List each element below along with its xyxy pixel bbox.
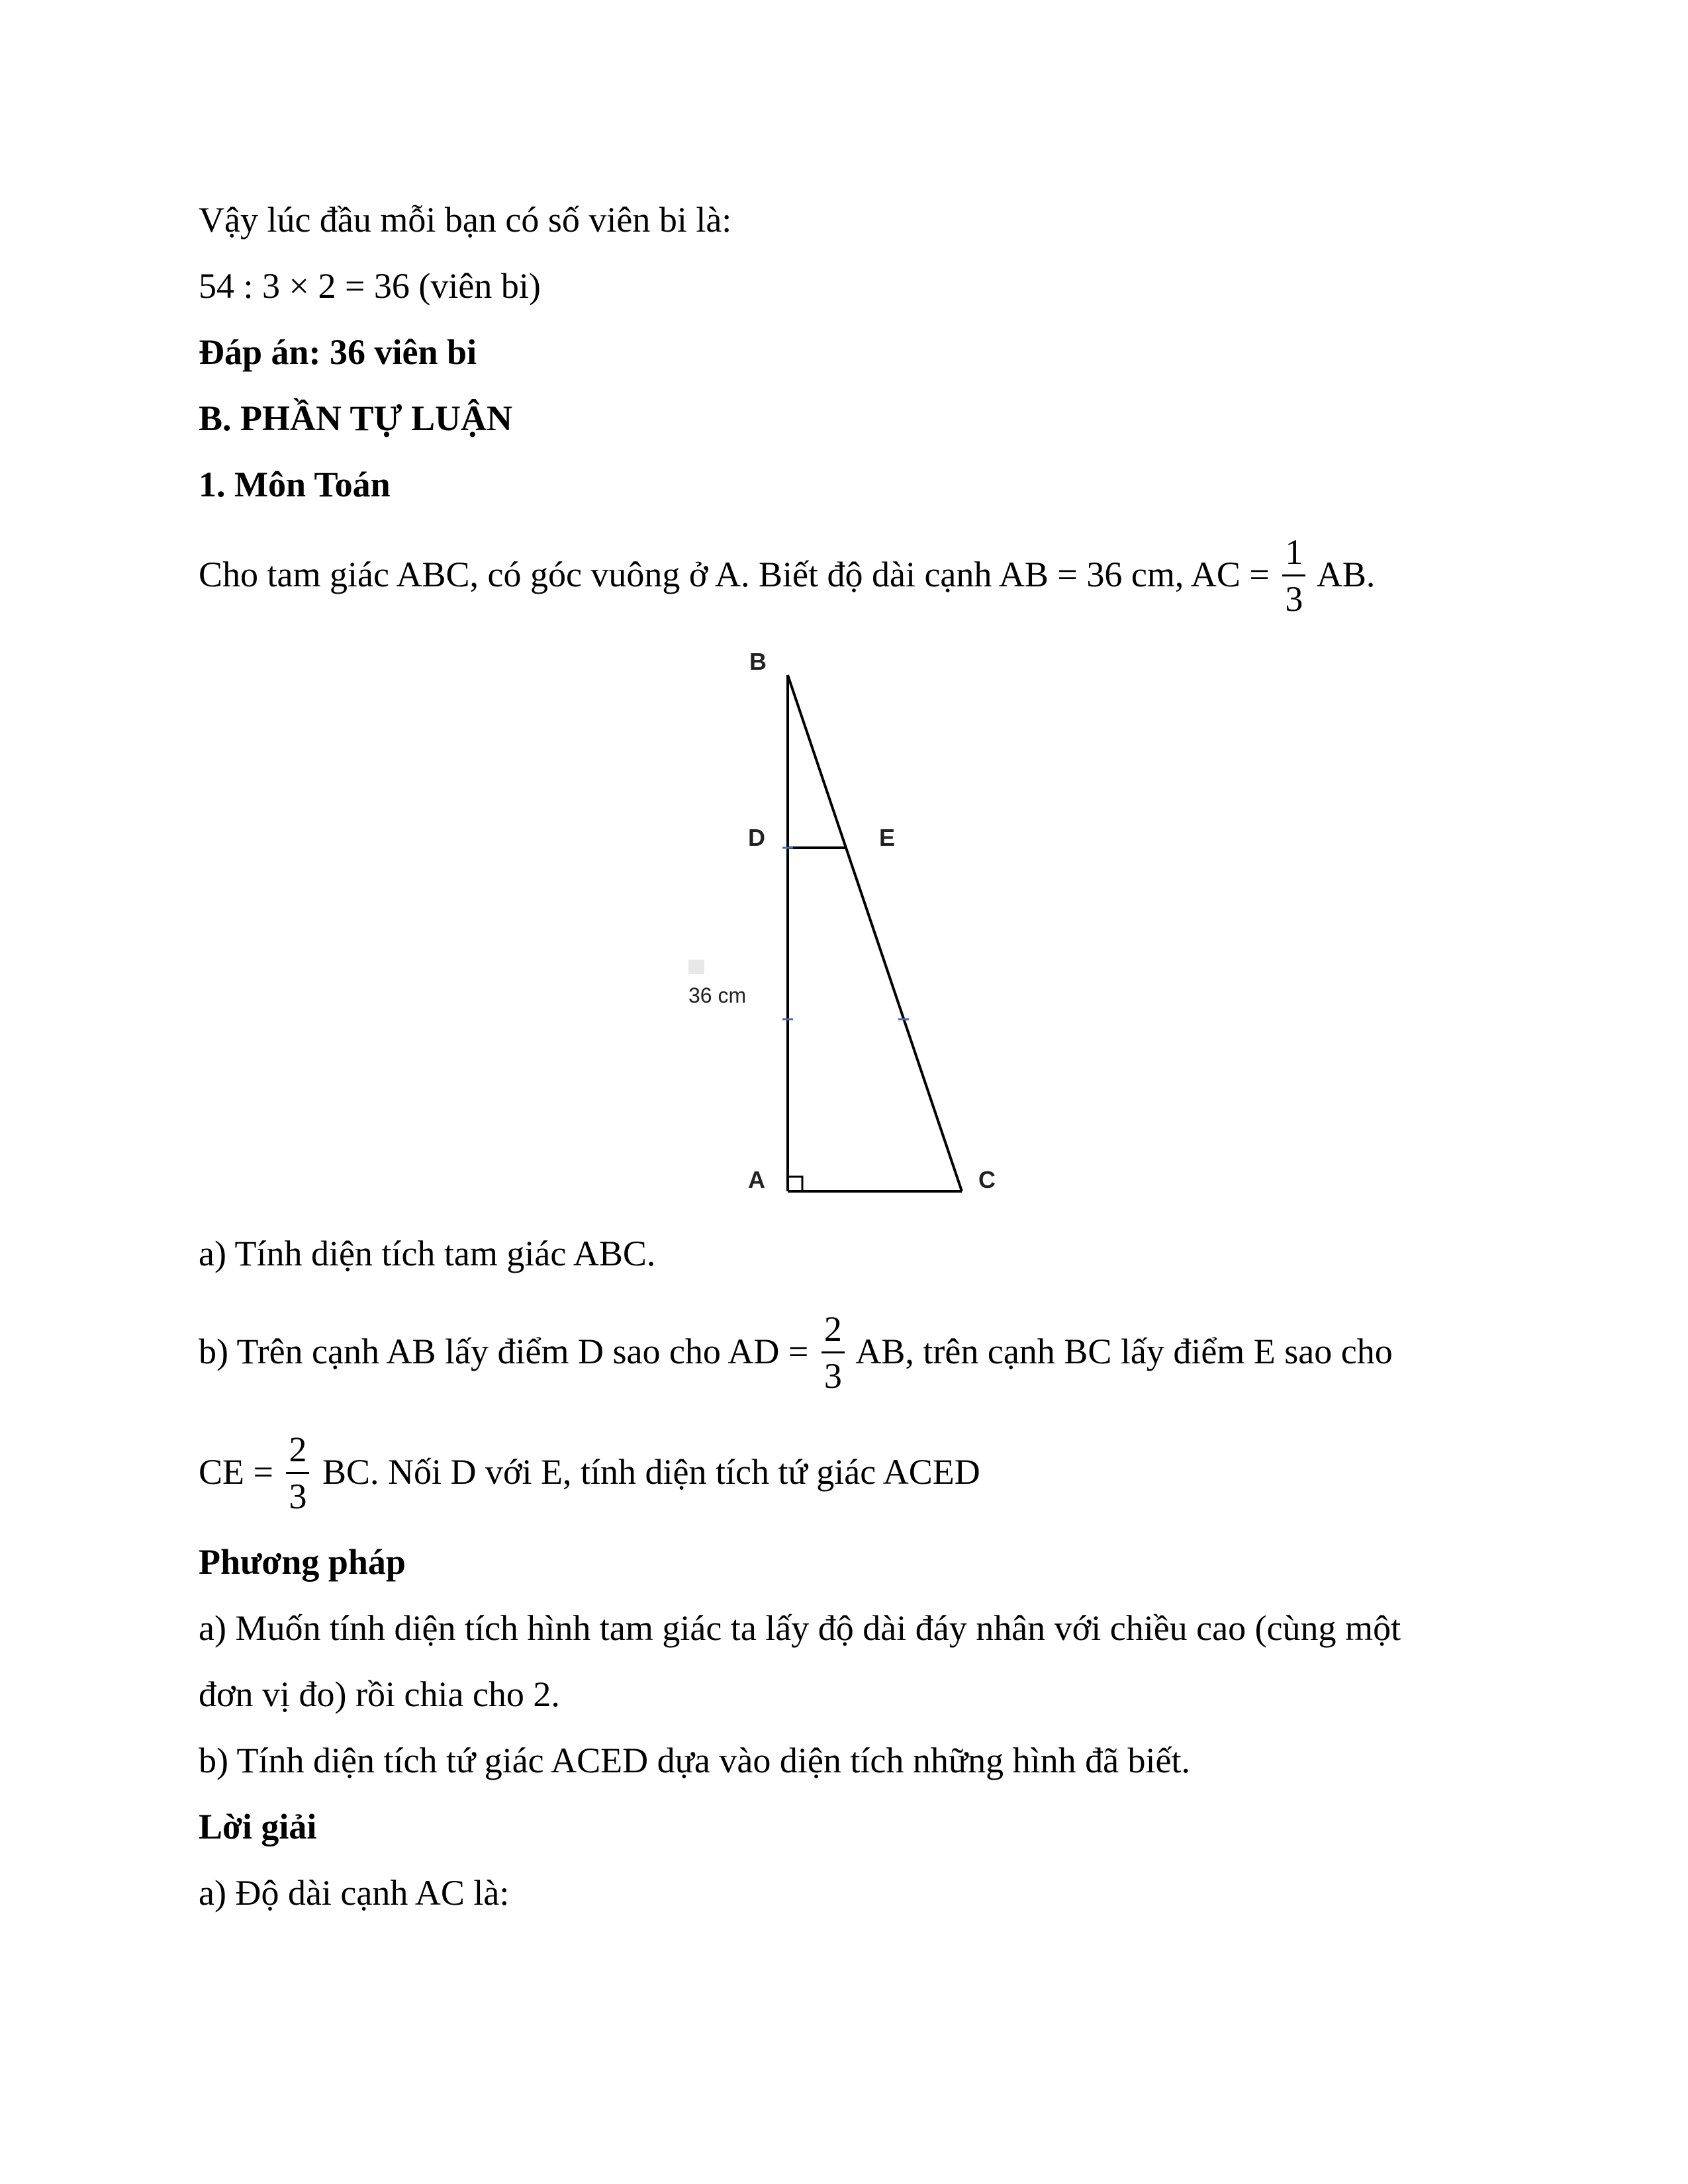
method-a-line-1: a) Muốn tính diện tích hình tam giác ta lấy độ dài đáy nhân với chiều cao (cùng một xyxy=(199,1608,1401,1648)
intro-line-2: 54 : 3 × 2 = 36 (viên bi) xyxy=(199,266,541,306)
part-b-prefix: b) Trên cạnh AB lấy điểm D sao cho AD = xyxy=(199,1331,809,1371)
problem-statement-suffix: AB. xyxy=(1316,554,1376,594)
fraction-denominator: 3 xyxy=(289,1477,307,1516)
right-angle-marker xyxy=(788,1177,802,1191)
label-c: C xyxy=(978,1166,996,1193)
part-b2-prefix: CE = xyxy=(199,1451,273,1492)
fraction-two-thirds xyxy=(286,1430,309,1516)
fraction-one-third xyxy=(1282,532,1305,619)
problem-statement-prefix: Cho tam giác ABC, có góc vuông ở A. Biết độ dài cạnh AB = 36 cm, AC = xyxy=(199,554,1270,594)
section-title: B. PHẦN TỰ LUẬN xyxy=(199,398,513,438)
method-a-line-2: đơn vị đo) rồi chia cho 2. xyxy=(199,1674,560,1714)
fraction-two-thirds xyxy=(821,1309,845,1396)
method-title: Phương pháp xyxy=(199,1542,406,1582)
part-b2-suffix: BC. Nối D với E, tính diện tích tứ giác ACED xyxy=(322,1451,980,1492)
part-b xyxy=(199,1309,1393,1398)
triangle-figure xyxy=(662,635,1072,1218)
problem-statement xyxy=(199,532,1376,621)
fraction-denominator: 3 xyxy=(823,1356,842,1396)
part-b-suffix: AB, trên cạnh BC lấy điểm E sao cho xyxy=(855,1331,1393,1371)
intro-line-1: Vậy lúc đầu mỗi bạn có số viên bi là: xyxy=(199,200,732,240)
fraction-numerator: 1 xyxy=(1282,532,1305,576)
label-d: D xyxy=(748,824,765,851)
part-b-continued xyxy=(199,1432,980,1519)
measure-label: 36 cm xyxy=(688,983,747,1007)
solution-title: Lời giải xyxy=(199,1807,317,1846)
fraction-numerator: 2 xyxy=(286,1430,309,1474)
scan-smudge xyxy=(688,960,704,974)
label-e: E xyxy=(879,824,896,851)
fraction-numerator: 2 xyxy=(821,1309,845,1353)
solution-a-intro: a) Độ dài cạnh AC là: xyxy=(199,1873,510,1913)
method-b: b) Tính diện tích tứ giác ACED dựa vào diện tích những hình đã biết. xyxy=(199,1741,1191,1780)
side-bc xyxy=(788,675,962,1191)
part-a: a) Tính diện tích tam giác ABC. xyxy=(199,1234,656,1273)
label-b: B xyxy=(749,648,767,675)
fraction-denominator: 3 xyxy=(1285,579,1303,619)
answer-line: Đáp án: 36 viên bi xyxy=(199,332,477,372)
label-a: A xyxy=(748,1166,765,1193)
subject-title: 1. Môn Toán xyxy=(199,465,391,504)
